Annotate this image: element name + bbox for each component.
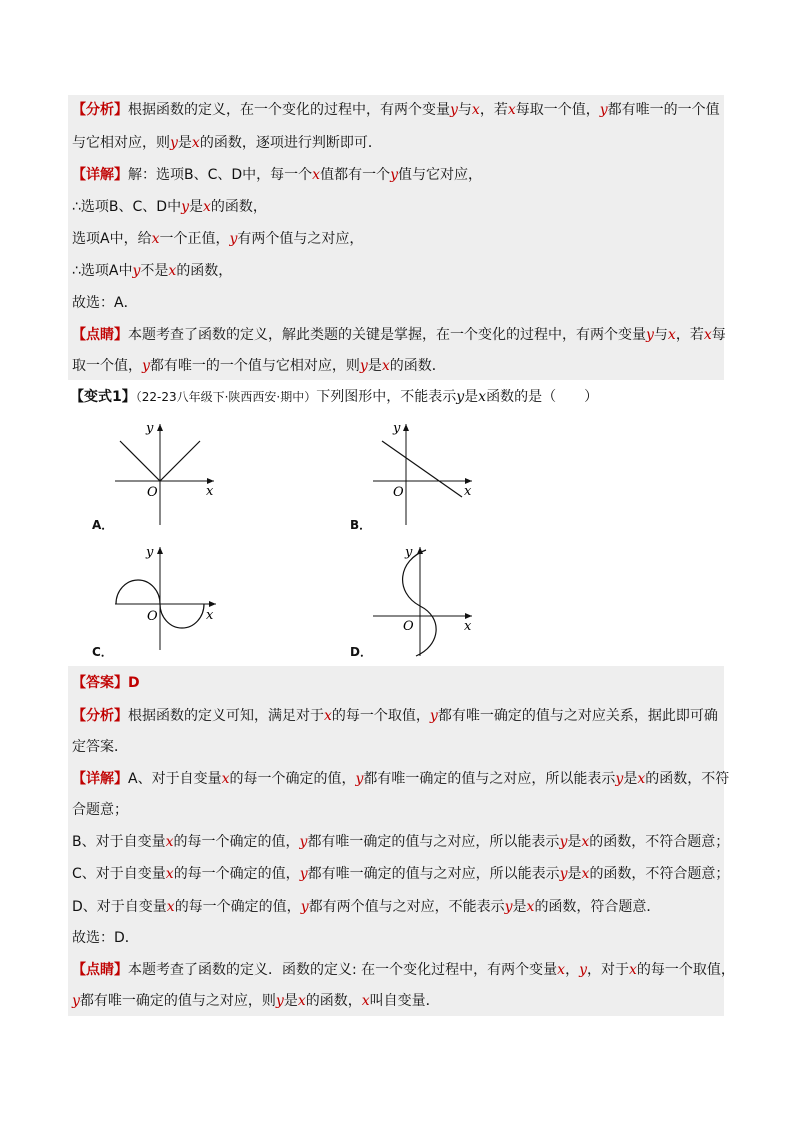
analysis-line-2: 与它相对应，则y是x的函数，逐项进行判断即可．	[72, 135, 382, 151]
x-axis-arrow	[209, 601, 216, 607]
origin-label: O	[147, 609, 158, 624]
detail-line-1: 【详解】解：选项B、C、D中，每一个x值都有一个y值与它对应，	[72, 167, 482, 183]
x-label: x	[464, 619, 472, 634]
analysis2-line-2: 定答案．	[72, 739, 128, 755]
analysis-line-1: 【分析】根据函数的定义，在一个变化的过程中，有两个变量y与x，若x每取一个值，y都有唯一的一个值	[72, 102, 720, 118]
x-label: x	[206, 608, 214, 623]
y-axis-arrow	[157, 547, 163, 554]
detail-choose: 故选：A．	[72, 295, 138, 311]
y-label: y	[393, 421, 401, 436]
x-label: x	[464, 484, 472, 499]
answer-line	[72, 673, 140, 693]
detail2-d-line: D、对于自变量x的每一个确定的值，y都有两个值与之对应，不能表示y是x的函数，符合题意．	[72, 899, 661, 915]
option-d-label: D．	[350, 645, 372, 659]
detail2-tag: 【详解】	[72, 771, 128, 787]
curve-s	[403, 550, 437, 656]
detail-line-3: 选项A中，给x一个正值，y有两个值与之对应，	[72, 231, 364, 247]
option-a-label: A．	[92, 518, 114, 532]
detail2-a-line-1: 【详解】A、对于自变量x的每一个确定的值，y都有唯一确定的值与之对应，所以能表示y是x的函数，不符	[72, 771, 730, 787]
answer-tag: 【答案】	[72, 675, 128, 691]
y-label: y	[405, 545, 413, 560]
variant-tag: 【变式1】	[70, 389, 136, 405]
variant-source: （22-23八年级下·陕西西安·期中）	[135, 390, 317, 404]
graph-d	[368, 542, 478, 658]
comment2-tag: 【点睛】	[72, 962, 128, 978]
detail2-choose: 故选：D．	[72, 930, 139, 946]
comment-line-2: 取一个值，y都有唯一的一个值与它相对应，则y是x的函数．	[72, 358, 446, 374]
comment2-line-1: 【点睛】本题考查了函数的定义．函数的定义: 在一个变化过程中，有两个变量x，y，对于x的每一个取值，	[72, 962, 735, 978]
graph-c	[110, 542, 222, 654]
variant-question: 【变式1】（22-23八年级下·陕西西安·期中）下列图形中，不能表示y是x函数的是（ ）	[70, 389, 599, 405]
comment-line-1: 【点睛】本题考查了函数的定义，解此类题的关键是掌握，在一个变化的过程中，有两个变量y与x，若x每	[72, 327, 726, 343]
x-label: x	[206, 484, 214, 499]
origin-label: O	[147, 485, 158, 500]
detail-tag: 【详解】	[72, 167, 128, 183]
y-axis-arrow	[157, 424, 163, 431]
detail-line-4: ∴选项A中y不是x的函数，	[72, 263, 233, 279]
y-label: y	[146, 421, 154, 436]
graph-a	[110, 418, 220, 528]
graph-b	[368, 418, 478, 528]
analysis2-tag: 【分析】	[72, 708, 128, 724]
detail2-b-line: B、对于自变量x的每一个确定的值，y都有唯一确定的值与之对应，所以能表示y是x的函数，不符合题意；	[72, 834, 730, 850]
y-axis-arrow	[403, 424, 409, 431]
option-c-label: C．	[92, 645, 113, 659]
y-label: y	[146, 545, 154, 560]
detail2-a-line-2: 合题意；	[72, 802, 128, 818]
comment-tag: 【点睛】	[72, 327, 128, 343]
analysis2-line-1: 【分析】根据函数的定义可知，满足对于x的每一个取值，y都有唯一确定的值与之对应关系，据此即可确	[72, 708, 718, 724]
option-b-label: B．	[350, 518, 372, 532]
analysis-tag: 【分析】	[72, 102, 128, 118]
origin-label: O	[393, 485, 404, 500]
origin-label: O	[403, 619, 414, 634]
detail-line-2: ∴选项B、C、D中y是x的函数，	[72, 199, 267, 215]
detail2-c-line: C、对于自变量x的每一个确定的值，y都有唯一确定的值与之对应，所以能表示y是x的函数，不符合题意；	[72, 866, 730, 882]
comment2-line-2: y都有唯一确定的值与之对应，则y是x的函数，x叫自变量．	[72, 993, 440, 1009]
answer-value: D	[128, 675, 140, 691]
